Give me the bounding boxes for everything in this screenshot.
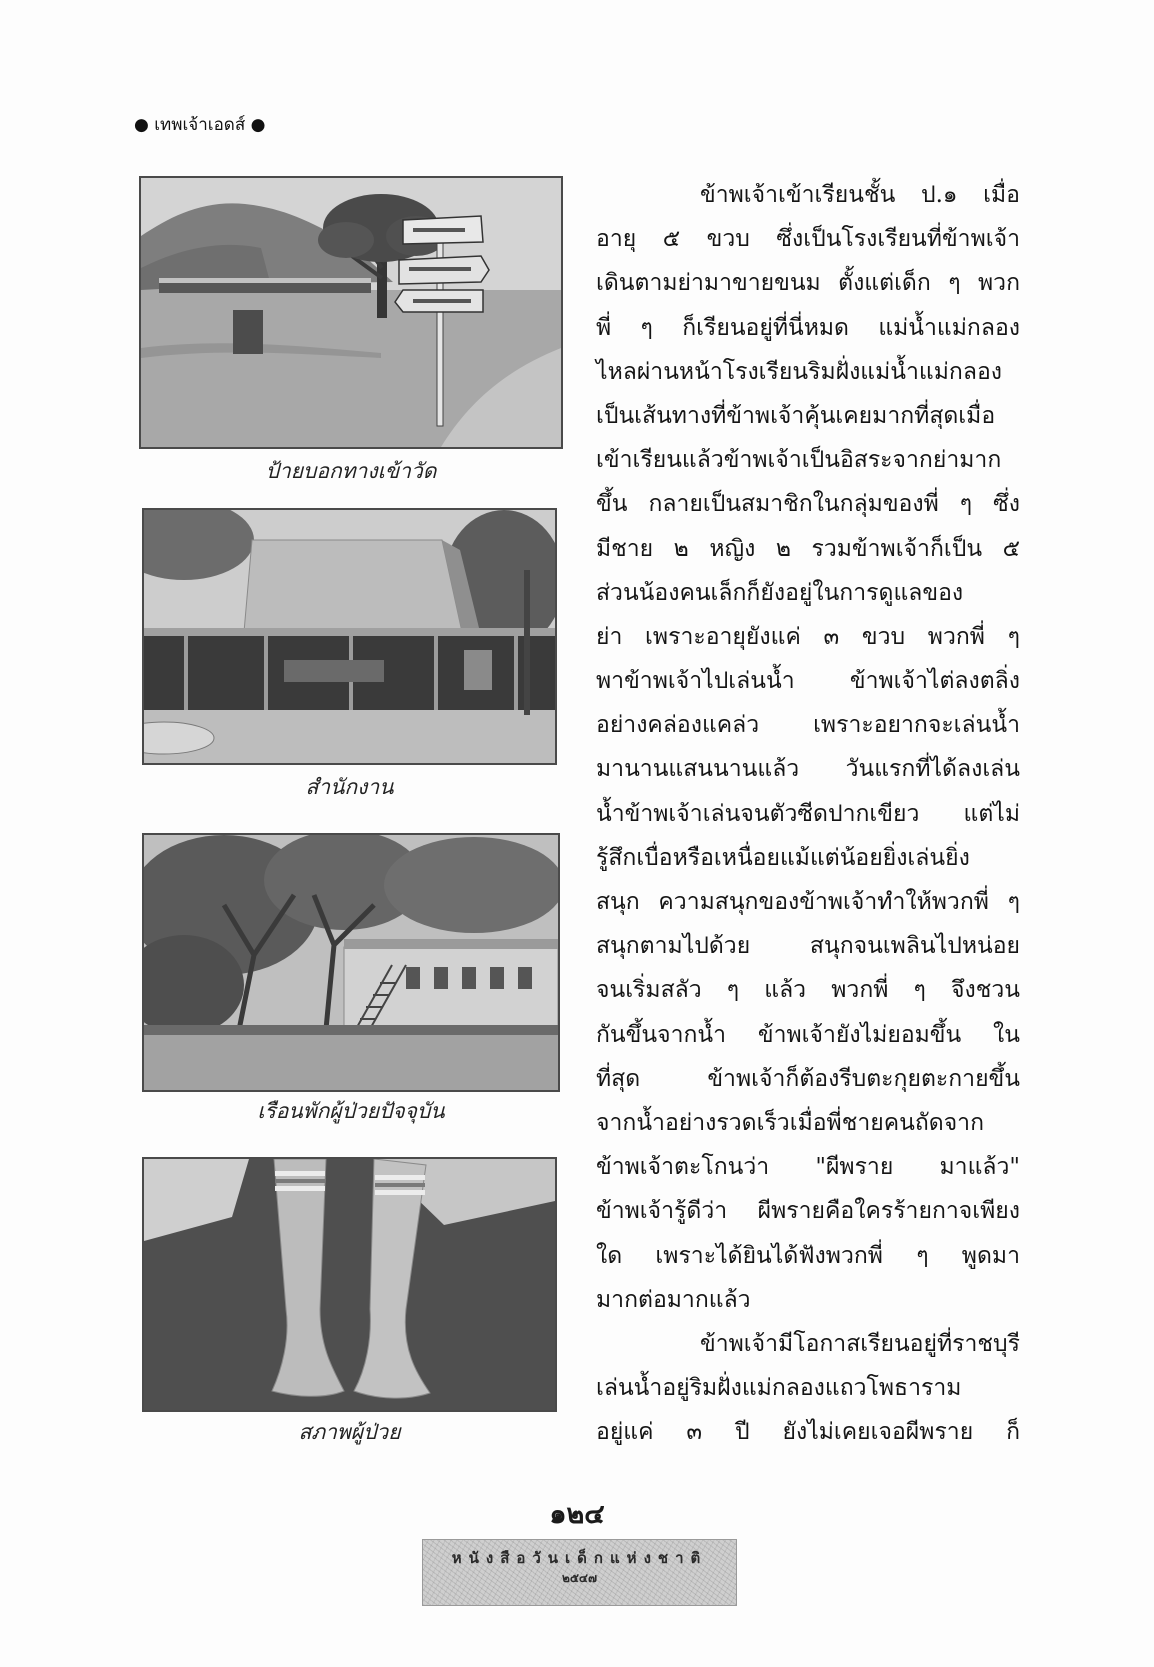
body-text (596, 173, 1020, 1454)
body-line: ที่สุด ข้าพเจ้าก็ต้องรีบตะกุยตะกายขึ้น (596, 1065, 1020, 1092)
page-number: ๑๒๔ (549, 1499, 605, 1530)
body-line: จนเริ่มสลัว ๆ แล้ว พวกพี่ ๆ จึงชวน (596, 977, 1020, 1004)
bench (284, 660, 384, 682)
figure-caption: สภาพผู้ป่วย (298, 1420, 401, 1444)
figure-photo-office (142, 508, 557, 765)
roof (244, 540, 462, 632)
office-photo-graphic (144, 510, 555, 763)
body-line: น้ำข้าพเจ้าเล่นจนตัวซีดปากเขียว แต่ไม่ (596, 800, 1020, 827)
body-line: เล่นน้ำอยู่ริมฝั่งแม่กลองแถวโพธาราม (596, 1375, 962, 1402)
body-line: พาข้าพเจ้าไปเล่นน้ำ ข้าพเจ้าไต่ลงตลิ่ง (596, 668, 1020, 695)
body-line: ข้าพเจ้ามีโอกาสเรียนอยู่ที่ราชบุรี (700, 1330, 1020, 1357)
body-line: รู้สึกเบื่อหรือเหนื่อยแม้แต่น้อยยิ่งเล่นยิ่ง (596, 844, 970, 871)
signpost-photo-graphic (141, 178, 561, 447)
figure-photo-residence (142, 833, 560, 1092)
figure-caption: ป้ายบอกทางเข้าวัด (265, 459, 437, 483)
body-line: ขึ้น กลายเป็นสมาชิกในกลุ่มของพี่ ๆ ซึ่ง (596, 491, 1020, 518)
figure-photo-signpost (139, 176, 563, 449)
eave (144, 628, 555, 636)
body-line: อายุ ๕ ขวบ ซึ่งเป็นโรงเรียนที่ข้าพเจ้า (596, 226, 1020, 253)
body-line: เดินตามย่ามาขายขนม ตั้งแต่เด็ก ๆ พวก (596, 270, 1020, 297)
body-line: ข้าพเจ้าเข้าเรียนชั้น ป.๑ เมื่อ (700, 182, 1020, 208)
figure-photo-patient (142, 1157, 557, 1412)
body-line: ข้าพเจ้าตะโกนว่า "ผีพราย มาแล้ว" (596, 1154, 1020, 1181)
body-line: กันขึ้นจากน้ำ ข้าพเจ้ายังไม่ยอมขึ้น ใน (596, 1021, 1020, 1048)
body-line: ใด เพราะได้ยินได้ฟังพวกพี่ ๆ พูดมา (596, 1242, 1020, 1269)
building (344, 939, 558, 1029)
body-line: สนุก ความสนุกของข้าพเจ้าทำให้พวกพี่ ๆ (596, 889, 1020, 915)
body-line: เข้าเรียนแล้วข้าพเจ้าเป็นอิสระจากย่ามาก (596, 447, 1002, 474)
body-line: ไหลผ่านหน้าโรงเรียนริมฝั่งแม่น้ำแม่กลอง (596, 358, 1002, 385)
footer-badge (422, 1539, 737, 1606)
body-line: ส่วนน้องคนเล็กก็ยังอยู่ในการดูแลของ (596, 579, 964, 606)
body-line: มากต่อมากแล้ว (596, 1286, 751, 1313)
figure-caption: สำนักงาน (305, 775, 394, 799)
footer-badge-year: ๒๕๔๗ (561, 1571, 598, 1585)
body-line: ข้าพเจ้ารู้ดีว่า ผีพรายคือใครร้ายกาจเพียง (596, 1198, 1020, 1225)
long-building-roof (159, 278, 371, 283)
body-line: ย่า เพราะอายุยังแค่ ๓ ขวบ พวกพี่ ๆ (596, 623, 1020, 650)
body-line: อย่างคล่องแคล่ว เพราะอยากจะเล่นน้ำ (596, 712, 1020, 739)
body-line: พี่ ๆ ก็เรียนอยู่ที่นี่หมด แม่น้ำแม่กลอง (596, 314, 1020, 341)
patient-photo-graphic (144, 1159, 555, 1410)
figure-caption: เรือนพักผู้ป่วยปัจจุบัน (257, 1099, 445, 1123)
body-line: มีชาย ๒ หญิง ๒ รวมข้าพเจ้าก็เป็น ๕ (596, 535, 1020, 562)
residence-photo-graphic (144, 835, 558, 1090)
stump (233, 310, 263, 354)
hedge (144, 1025, 558, 1035)
body-line: จากน้ำอย่างรวดเร็วเมื่อพี่ชายคนถัดจาก (596, 1109, 985, 1136)
footer-badge-title: หนังสือวันเด็กแห่งชาติ (451, 1549, 708, 1567)
body-line: อยู่แค่ ๓ ปี ยังไม่เคยเจอผีพราย ก็ (596, 1419, 1020, 1446)
notice-board (464, 650, 492, 690)
ground (144, 1033, 558, 1090)
running-header: ● เทพเจ้าเอดส์ ● (134, 115, 266, 135)
body-line: เป็นเส้นทางที่ข้าพเจ้าคุ้นเคยมากที่สุดเมื่อ (596, 402, 996, 429)
body-line: มานานแสนนานแล้ว วันแรกที่ได้ลงเล่น (596, 756, 1020, 783)
body-line: สนุกตามไปด้วย สนุกจนเพลินไปหน่อย (596, 933, 1020, 960)
long-building (159, 283, 371, 293)
tree-trunk (524, 570, 530, 715)
